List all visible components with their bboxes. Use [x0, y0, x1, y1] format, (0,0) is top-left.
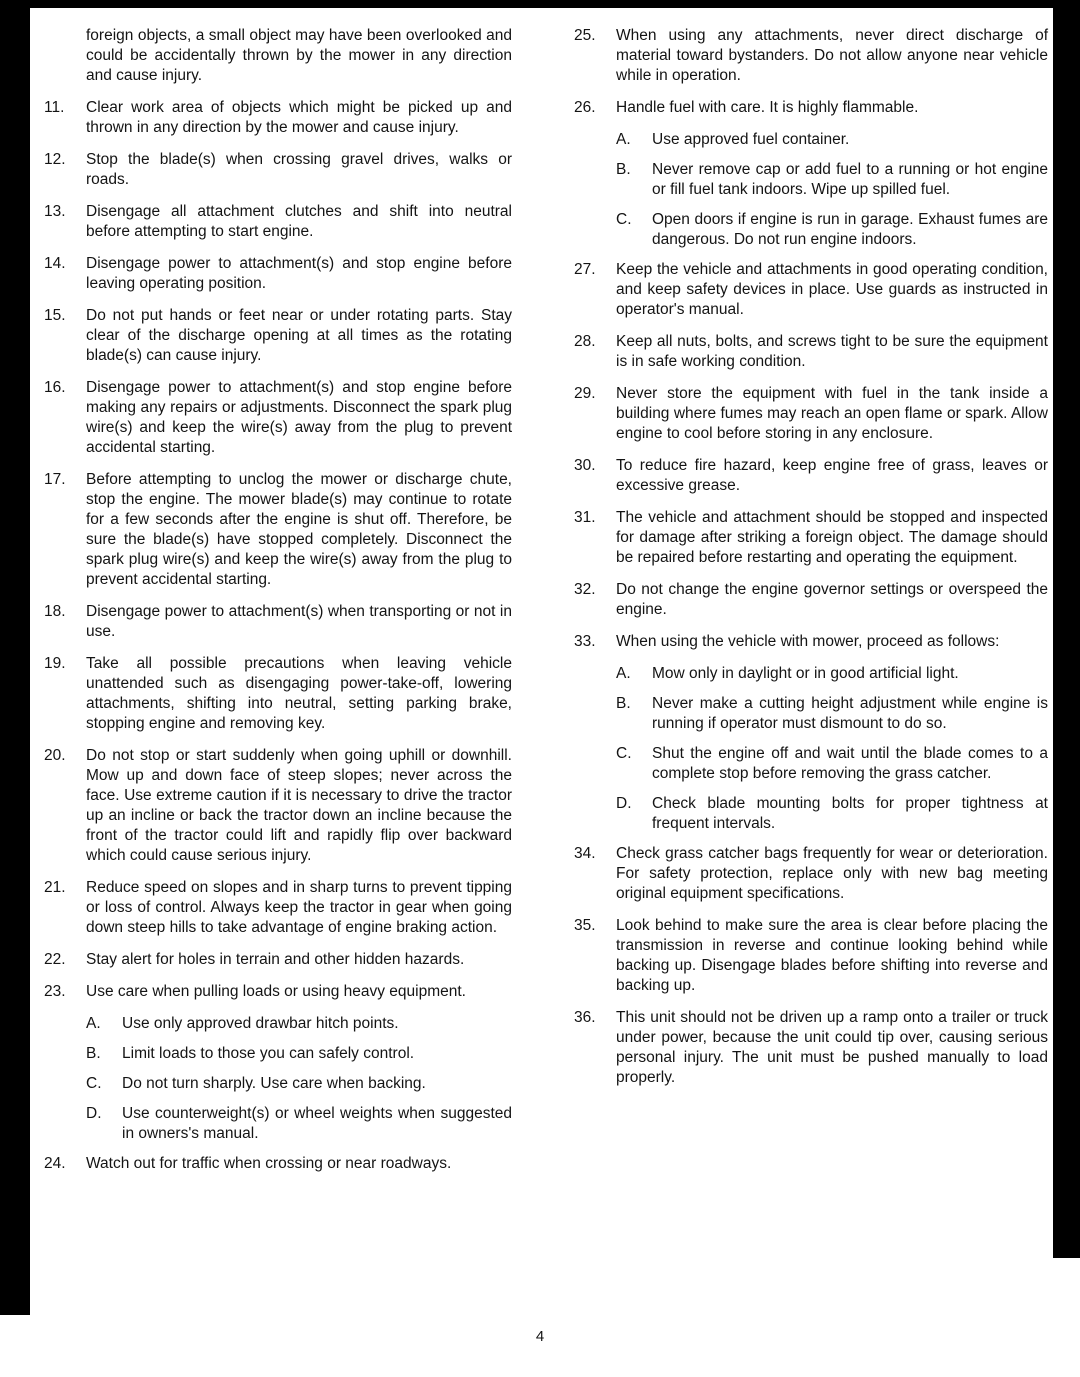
safety-item-33	[574, 632, 1048, 652]
safety-instructions	[44, 26, 1048, 1186]
scan-edge-left	[0, 0, 30, 1315]
item-number: 32.	[574, 581, 596, 598]
item-text: This unit should not be driven up a ramp onto a trailer or truck under power, because the unit could tip over, causing serious personal injury. The unit must be pushed manually to load properly.	[616, 1009, 1048, 1086]
item-text: The vehicle and attachment should be stopped and inspected for damage after striking a foreign object. The damage should be repaired before restarting and operating the equipment.	[616, 509, 1048, 566]
safety-item-13	[44, 202, 512, 242]
safety-item-21	[44, 878, 512, 938]
subitem-text: Mow only in daylight or in good artificial light.	[652, 665, 959, 682]
item-text: Stop the blade(s) when crossing gravel drives, walks or roads.	[86, 151, 512, 188]
item-number: 36.	[574, 1009, 596, 1026]
item-number: 29.	[574, 385, 596, 402]
item-text: Reduce speed on slopes and in sharp turns to prevent tipping or loss of control. Always keep the tractor in gear when going down steep hills to take advantage of engine braking action.	[86, 879, 512, 936]
item-text: Disengage power to attachment(s) and stop engine before making any repairs or adjustments. Disconnect the spark plug wire(s) and keep the wire(s) away from the plug to prevent accidental starting.	[86, 379, 512, 456]
item-number: 35.	[574, 917, 596, 934]
left-column	[44, 26, 512, 1186]
subitem-letter: A.	[616, 665, 631, 682]
subitem-text: Never make a cutting height adjustment while engine is running if operator must dismount to do so.	[652, 695, 1048, 732]
safety-item-26-sub-a	[616, 130, 1048, 150]
item-text: Check grass catcher bags frequently for wear or deterioration. For safety protection, replace only with new bag meeting original equipment specifications.	[616, 845, 1048, 902]
item-number: 25.	[574, 27, 596, 44]
safety-item-33-sub-b	[616, 694, 1048, 734]
item-number: 13.	[44, 203, 66, 220]
item-text: Do not put hands or feet near or under rotating parts. Stay clear of the discharge opening at all times as the rotating blade(s) can cause injury.	[86, 307, 512, 364]
subitem-letter: B.	[616, 161, 631, 178]
subitem-text: Never remove cap or add fuel to a running or hot engine or fill fuel tank indoors. Wipe up spilled fuel.	[652, 161, 1048, 198]
subitem-letter: A.	[86, 1015, 101, 1032]
page-number: 4	[535, 1328, 545, 1345]
subitem-letter: C.	[616, 211, 632, 228]
safety-item-29	[574, 384, 1048, 444]
safety-item-12	[44, 150, 512, 190]
subitem-letter: A.	[616, 131, 631, 148]
continued-paragraph: foreign objects, a small object may have been overlooked and could be accidentally thrown by the mower in any direction and cause injury.	[86, 27, 512, 84]
item-number: 11.	[44, 99, 65, 116]
subitem-text: Use only approved drawbar hitch points.	[122, 1015, 399, 1032]
item-number: 16.	[44, 379, 66, 396]
safety-item-11	[44, 98, 512, 138]
safety-item-17	[44, 470, 512, 590]
item-text: When using any attachments, never direct discharge of material toward bystanders. Do not allow anyone near vehicle while in operation.	[616, 27, 1048, 84]
safety-item-18	[44, 602, 512, 642]
safety-item-14	[44, 254, 512, 294]
item-number: 30.	[574, 457, 596, 474]
item-number: 26.	[574, 99, 596, 116]
item-number: 21.	[44, 879, 66, 896]
item-number: 24.	[44, 1155, 66, 1172]
safety-item-23-sub-d	[86, 1104, 512, 1144]
subitem-letter: B.	[616, 695, 631, 712]
safety-item-33-sub-d	[616, 794, 1048, 834]
subitem-text: Do not turn sharply. Use care when backing.	[122, 1075, 426, 1092]
safety-item-19	[44, 654, 512, 734]
scan-edge-right	[1053, 0, 1080, 1258]
safety-item-34	[574, 844, 1048, 904]
safety-item-23-sub-b	[86, 1044, 512, 1064]
item-text: When using the vehicle with mower, proceed as follows:	[616, 633, 1000, 650]
subitem-letter: D.	[616, 795, 632, 812]
item-number: 28.	[574, 333, 596, 350]
safety-item-20	[44, 746, 512, 866]
subitem-letter: C.	[616, 745, 632, 762]
item-text: Disengage power to attachment(s) and stop engine before leaving operating position.	[86, 255, 512, 292]
item-text: Do not change the engine governor settings or overspeed the engine.	[616, 581, 1048, 618]
item-text: Handle fuel with care. It is highly flammable.	[616, 99, 919, 116]
subitem-text: Shut the engine off and wait until the blade comes to a complete stop before removing the grass catcher.	[652, 745, 1048, 782]
subitem-text: Use approved fuel container.	[652, 131, 850, 148]
item-number: 17.	[44, 471, 66, 488]
item-number: 18.	[44, 603, 66, 620]
safety-item-30	[574, 456, 1048, 496]
item-number: 12.	[44, 151, 66, 168]
item-number: 33.	[574, 633, 596, 650]
item-number: 15.	[44, 307, 66, 324]
safety-item-26	[574, 98, 1048, 118]
safety-item-24	[44, 1154, 512, 1174]
scan-edge-top	[0, 0, 1080, 8]
subitem-letter: D.	[86, 1105, 102, 1122]
item-text: Look behind to make sure the area is clear before placing the transmission in reverse and continue looking behind while backing up. Disengage blades before shifting into reverse and backing up.	[616, 917, 1048, 994]
item-text: Watch out for traffic when crossing or near roadways.	[86, 1155, 452, 1172]
item-text: Never store the equipment with fuel in the tank inside a building where fumes may reach an open flame or spark. Allow engine to cool before storing in any enclosure.	[616, 385, 1048, 442]
safety-item-26-sub-c	[616, 210, 1048, 250]
safety-item-26-sub-b	[616, 160, 1048, 200]
safety-item-23	[44, 982, 512, 1002]
right-column	[574, 26, 1048, 1186]
item-number: 14.	[44, 255, 66, 272]
item-number: 23.	[44, 983, 66, 1000]
item-text: Take all possible precautions when leaving vehicle unattended such as disengaging power-take-off, lowering attachments, shifting into neutral, setting parking brake, stopping engine and removing key.	[86, 655, 512, 732]
safety-item-31	[574, 508, 1048, 568]
item-number: 27.	[574, 261, 596, 278]
subitem-text: Use counterweight(s) or wheel weights when suggested in owners's manual.	[122, 1105, 512, 1142]
item-text: Do not stop or start suddenly when going uphill or downhill. Mow up and down face of steep slopes; never across the face. Use extreme caution if it is necessary to drive the tractor up an incline or back the tractor down an incline because the front of the tractor could lift and rapidly flip over backward which could cause serious injury.	[86, 747, 512, 864]
item-number: 22.	[44, 951, 66, 968]
safety-item-35	[574, 916, 1048, 996]
subitem-text: Open doors if engine is run in garage. Exhaust fumes are dangerous. Do not run engine indoors.	[652, 211, 1048, 248]
subitem-letter: B.	[86, 1045, 101, 1062]
item-text: Disengage power to attachment(s) when transporting or not in use.	[86, 603, 512, 640]
item-text: Disengage all attachment clutches and shift into neutral before attempting to start engine.	[86, 203, 512, 240]
safety-item-15	[44, 306, 512, 366]
item-text: Clear work area of objects which might be picked up and thrown in any direction by the mower and cause injury.	[86, 99, 512, 136]
item-text: Before attempting to unclog the mower or discharge chute, stop the engine. The mower blade(s) may continue to rotate for a few seconds after the engine is shut off. Therefore, be sure the blade(s) have stopped completely. Disconnect the spark plug wire(s) and keep the wire(s) away from the plug to prevent accidental starting.	[86, 471, 512, 588]
item-text: Keep the vehicle and attachments in good operating condition, and keep safety devices in place. Use guards as instructed in operator's manual.	[616, 261, 1048, 318]
safety-item-32	[574, 580, 1048, 620]
safety-item-27	[574, 260, 1048, 320]
item-number: 34.	[574, 845, 596, 862]
safety-item-33-sub-a	[616, 664, 1048, 684]
item-text: Keep all nuts, bolts, and screws tight to be sure the equipment is in safe working condition.	[616, 333, 1048, 370]
item-text: To reduce fire hazard, keep engine free of grass, leaves or excessive grease.	[616, 457, 1048, 494]
item-number: 20.	[44, 747, 66, 764]
item-text: Stay alert for holes in terrain and other hidden hazards.	[86, 951, 465, 968]
safety-item-22	[44, 950, 512, 970]
item-number: 31.	[574, 509, 596, 526]
safety-item-23-sub-c	[86, 1074, 512, 1094]
item-text: Use care when pulling loads or using heavy equipment.	[86, 983, 466, 1000]
safety-item-36	[574, 1008, 1048, 1088]
subitem-letter: C.	[86, 1075, 102, 1092]
subitem-text: Check blade mounting bolts for proper tightness at frequent intervals.	[652, 795, 1048, 832]
item-number: 19.	[44, 655, 66, 672]
safety-item-28	[574, 332, 1048, 372]
safety-item-23-sub-a	[86, 1014, 512, 1034]
safety-item-25	[574, 26, 1048, 86]
safety-item-16	[44, 378, 512, 458]
subitem-text: Limit loads to those you can safely control.	[122, 1045, 415, 1062]
safety-item-33-sub-c	[616, 744, 1048, 784]
